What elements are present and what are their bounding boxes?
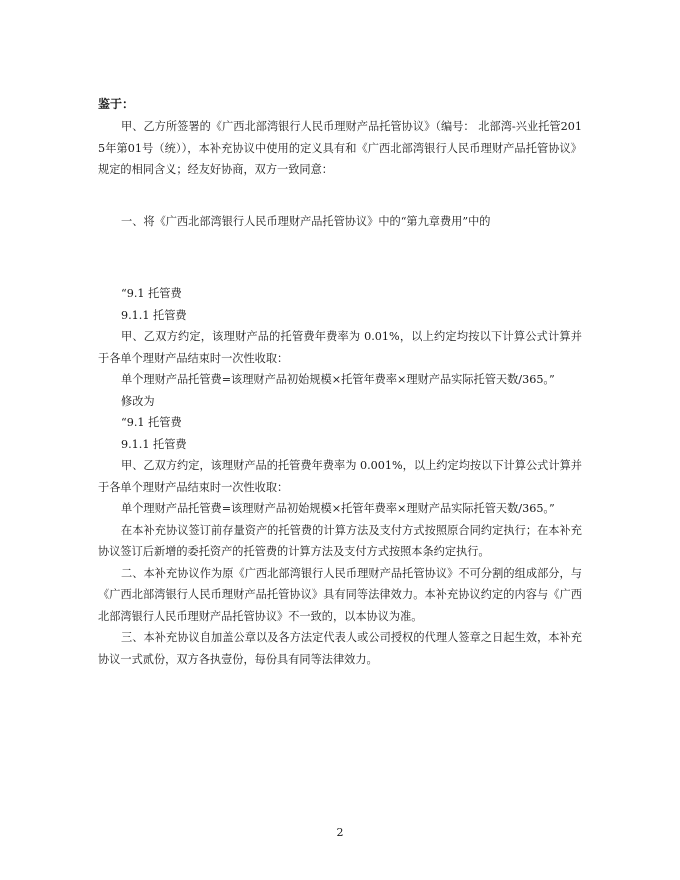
transition-note: 在本补充协议签订前存量资产的托管费的计算方法及支付方式按照原合同约定执行；在本补充协议签订后新增的委托资产的托管费的计算方法及支付方式按照本条约定执行。: [98, 523, 582, 558]
spacer: [98, 262, 582, 283]
revised-fee-formula: 单个理财产品托管费=该理财产品初始规模×托管年费率×理财产品实际托管天数/365。”: [121, 502, 555, 515]
original-fee-agreement: 甲、乙双方约定，该理财产品的托管费年费率为 0.01%，以上约定均按以下计算公式计算并于各单个理财产品结束时一次性收取：: [98, 330, 582, 365]
page-number: 2: [336, 826, 344, 839]
original-section-title: “9.1 托管费: [121, 287, 182, 300]
changed-to-label: 修改为: [121, 394, 155, 408]
clause-three: 三、本补充协议自加盖公章以及各方法定代表人或公司授权的代理人签章之日起生效，本补充协议一式贰份，双方各执壹份，每份具有同等法律效力。: [98, 631, 582, 666]
original-subsection-title: 9.1.1 托管费: [121, 308, 187, 322]
spacer: [98, 232, 582, 262]
clause-one: 一、将《广西北部湾银行人民币理财产品托管协议》中的“第九章费用”中的: [121, 214, 491, 228]
intro-paragraph: 甲、乙方所签署的《广西北部湾银行人民币理财产品托管协议》（编号： 北部湾-兴业托管2015年第01号（统）），本补充协议中使用的定义具有和《广西北部湾银行人民币理财产品托管协议》规定的相同含义；经友好协商，双方一致同意：: [98, 120, 582, 176]
heading-whereas: 鉴于：: [98, 97, 135, 111]
clause-two: 二、本补充协议作为原《广西北部湾银行人民币理财产品托管协议》不可分割的组成部分，与《广西北部湾银行人民币理财产品托管协议》具有同等法律效力。本补充协议约定的内容与《广西北部湾银行人民币理财产品托管协议》不一致的，以本协议为准。: [98, 566, 582, 623]
original-fee-formula: 单个理财产品托管费=该理财产品初始规模×托管年费率×理财产品实际托管天数/365。”: [121, 373, 555, 386]
revised-fee-agreement: 甲、乙双方约定，该理财产品的托管费年费率为 0.001%，以上约定均按以下计算公式计算并于各单个理财产品结束时一次性收取：: [98, 459, 582, 494]
document-body: [98, 116, 582, 670]
revised-subsection-title: 9.1.1 托管费: [121, 437, 187, 451]
revised-section-title: “9.1 托管费: [121, 416, 182, 429]
spacer: [98, 181, 582, 211]
